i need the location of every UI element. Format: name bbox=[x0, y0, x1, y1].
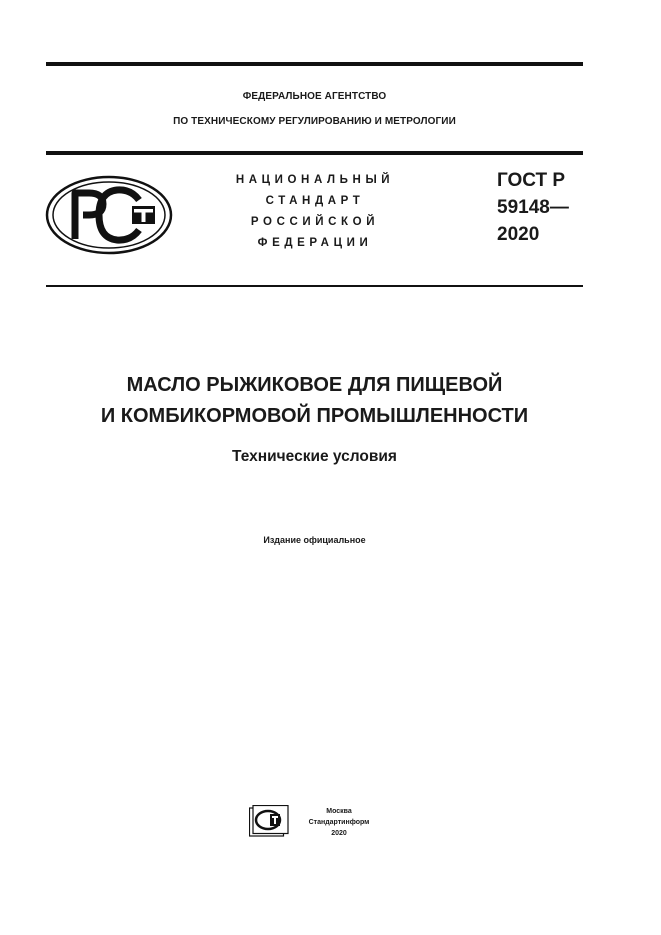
agency-name-line2: ПО ТЕХНИЧЕСКОМУ РЕГУЛИРОВАНИЮ И МЕТРОЛОГИИ bbox=[173, 116, 456, 127]
standard-type-block bbox=[215, 170, 415, 254]
header-bottom-rule bbox=[46, 151, 583, 155]
publisher-imprint bbox=[293, 806, 385, 839]
standard-word-federation: ФЕДЕРАЦИИ bbox=[257, 237, 373, 249]
document-title bbox=[46, 370, 583, 432]
gost-r-logo-icon bbox=[45, 175, 173, 255]
publisher-year: 2020 bbox=[331, 830, 347, 837]
edition-note: Издание официальное bbox=[263, 535, 366, 545]
gost-number bbox=[497, 167, 569, 248]
gost-number-value: 59148— bbox=[497, 197, 569, 218]
standard-word-russian: РОССИЙСКОЙ bbox=[250, 216, 380, 228]
title-line-2: И КОМБИКОРМОВОЙ ПРОМЫШЛЕННОСТИ bbox=[100, 405, 529, 427]
standard-word-standard: СТАНДАРТ bbox=[265, 195, 365, 207]
document-subtitle: Технические условия bbox=[232, 448, 397, 465]
title-line-1: МАСЛО РЫЖИКОВОЕ ДЛЯ ПИЩЕВОЙ bbox=[126, 374, 503, 396]
standard-word-national: НАЦИОНАЛЬНЫЙ bbox=[235, 174, 395, 186]
publisher-logo-icon bbox=[249, 805, 289, 837]
gost-year: 2020 bbox=[497, 224, 540, 245]
standard-bottom-rule bbox=[46, 285, 583, 287]
agency-name-line1: ФЕДЕРАЛЬНОЕ АГЕНТСТВО bbox=[242, 91, 387, 102]
publisher-name: Стандартинформ bbox=[308, 819, 370, 826]
top-rule bbox=[46, 62, 583, 66]
publisher-city: Москва bbox=[326, 808, 352, 815]
gost-prefix: ГОСТ Р bbox=[497, 170, 566, 191]
